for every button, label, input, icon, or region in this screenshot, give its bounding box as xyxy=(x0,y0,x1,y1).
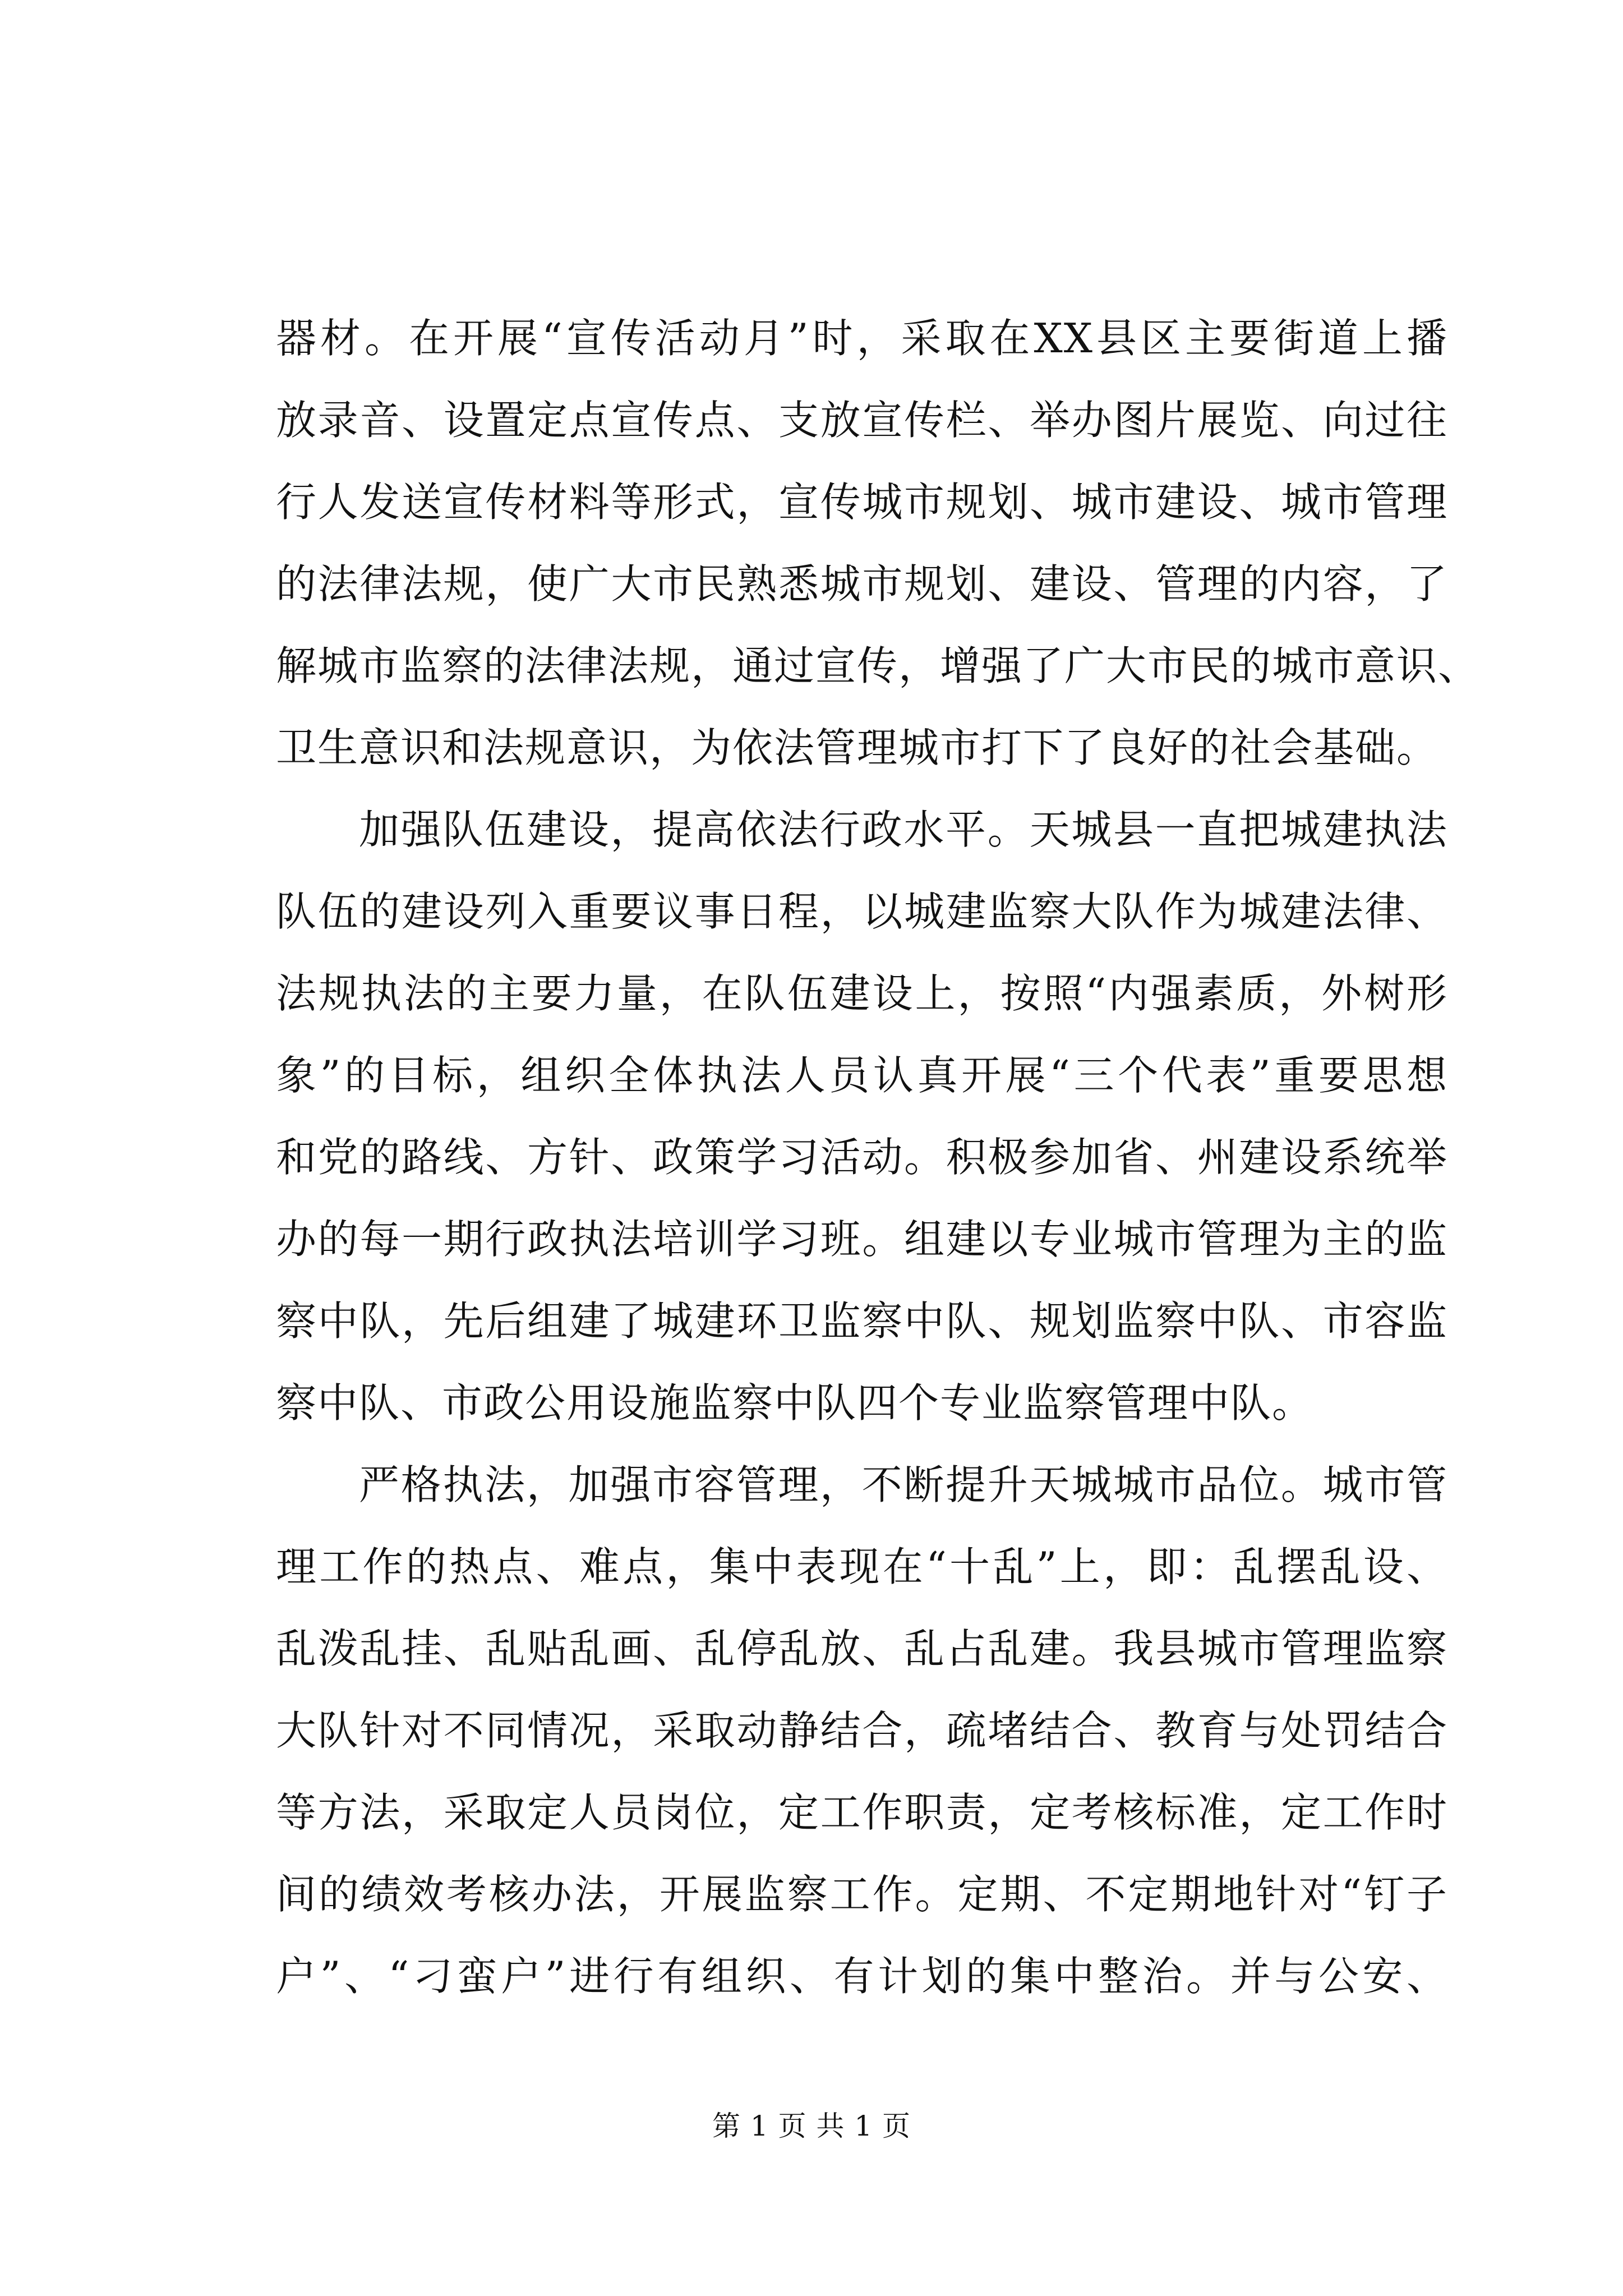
body-text xyxy=(276,297,1480,2017)
text-line: 等方法，采取定人员岗位，定工作职责，定考核标准，定工作时 xyxy=(276,1789,1448,1836)
text-line: 解城市监察的法律法规，通过宣传，增强了广大市民的城市意识、 xyxy=(276,642,1480,689)
text-line: 间的绩效考核办法，开展监察工作。定期、不定期地针对“钉子 xyxy=(276,1871,1448,1918)
text-line: 乱泼乱挂、乱贴乱画、乱停乱放、乱占乱建。我县城市管理监察 xyxy=(276,1625,1448,1672)
text-line: 法规执法的主要力量，在队伍建设上，按照“内强素质，外树形 xyxy=(276,970,1448,1017)
text-line: 的法律法规，使广大市民熟悉城市规划、建设、管理的内容，了 xyxy=(276,560,1448,608)
paragraph-start-line: 严格执法，加强市容管理，不断提升天城城市品位。城市管 xyxy=(359,1461,1448,1508)
text-line: 行人发送宣传材料等形式，宣传城市规划、城市建设、城市管理 xyxy=(276,478,1448,526)
text-line: 和党的路线、方针、政策学习活动。积极参加省、州建设系统举 xyxy=(276,1134,1448,1181)
text-line: 器材。在开展“宣传活动月”时，采取在XX县区主要街道上播 xyxy=(276,315,1448,362)
text-line: 理工作的热点、难点，集中表现在“十乱”上，即：乱摆乱设、 xyxy=(276,1543,1448,1590)
text-line: 大队针对不同情况，采取动静结合，疏堵结合、教育与处罚结合 xyxy=(276,1707,1448,1754)
text-line: 放录音、设置定点宣传点、支放宣传栏、举办图片展览、向过往 xyxy=(276,397,1448,444)
text-line: 户”、“刁蛮户”进行有组织、有计划的集中整治。并与公安、 xyxy=(276,1953,1448,2000)
text-line: 象”的目标，组织全体执法人员认真开展“三个代表”重要思想 xyxy=(276,1052,1448,1099)
text-line: 察中队、市政公用设施监察中队四个专业监察管理中队。 xyxy=(276,1379,1314,1427)
text-line: 办的每一期行政执法培训学习班。组建以专业城市管理为主的监 xyxy=(276,1216,1448,1263)
page-footer: 第 1 页 共 1 页 xyxy=(712,2110,911,2142)
text-line: 卫生意识和法规意识，为依法管理城市打下了良好的社会基础。 xyxy=(276,724,1438,771)
paragraph-start-line: 加强队伍建设，提高依法行政水平。天城县一直把城建执法 xyxy=(359,806,1448,853)
text-line: 队伍的建设列入重要议事日程，以城建监察大队作为城建法律、 xyxy=(276,888,1448,935)
text-line: 察中队，先后组建了城建环卫监察中队、规划监察中队、市容监 xyxy=(276,1297,1448,1345)
